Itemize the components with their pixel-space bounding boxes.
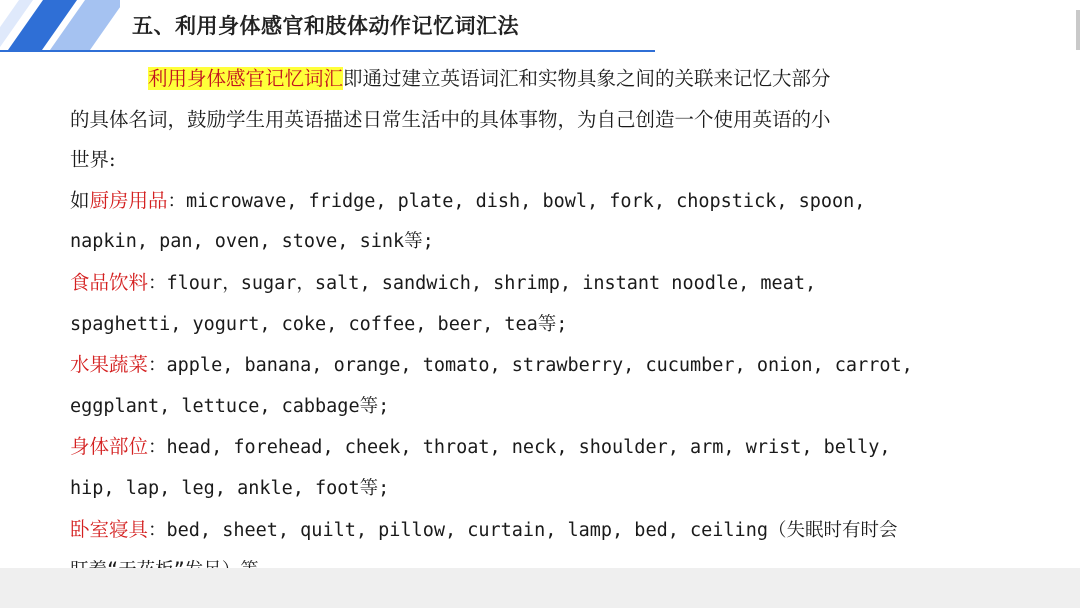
category-label: 身体部位 (70, 435, 149, 459)
highlighted-term: 利用身体感官记忆词汇 (148, 67, 344, 90)
word-list-continued: eggplant, lettuce, cabbage等; (70, 395, 390, 417)
word-list: ：bed, sheet, quilt, pillow, curtain, lamp, bed, ceiling（失眠时有时会 (148, 519, 898, 541)
slide-title: 五、利用身体感官和肢体动作记忆词汇法 (132, 14, 519, 38)
category-label: 卧室寝具 (70, 517, 149, 541)
category-line (70, 181, 950, 223)
right-edge-marker (1076, 10, 1080, 50)
intro-paragraph-line: 的具体名词，鼓励学生用英语描述日常生活中的具体事物，为自己创造一个使用英语的小 (70, 107, 831, 131)
category-prefix: 如 (70, 188, 90, 212)
word-list: ：flour，sugar，salt, sandwich, shrimp, instant noodle, meat, (148, 272, 817, 294)
word-list-continued: hip, lap, leg, ankle, foot等; (70, 477, 390, 499)
intro-text: 即通过建立英语词汇和实物具象之间的关联来记忆大部分 (343, 67, 831, 90)
bottom-bar (0, 568, 1080, 608)
word-list-continued: spaghetti, yogurt, coke, coffee, beer, tea等; (70, 313, 568, 335)
category-line (70, 510, 950, 552)
intro-paragraph-line: 世界: (70, 148, 116, 172)
word-list-continued: napkin, pan, oven, stove, sink等; (70, 231, 434, 253)
category-label: 食品饮料 (70, 270, 149, 294)
word-list: ：head, forehead, cheek, throat, neck, shoulder, arm, wrist, belly, (148, 437, 891, 459)
category-label: 厨房用品 (89, 188, 168, 212)
word-list: ：microwave, fridge, plate, dish, bowl, fork, chopstick, spoon, (167, 190, 866, 212)
category-label: 水果蔬菜 (70, 353, 149, 377)
category-line (70, 263, 950, 305)
intro-paragraph-line (70, 59, 950, 100)
category-line (70, 427, 950, 469)
slide-body (70, 59, 950, 592)
header-decoration (0, 0, 120, 52)
word-list: ：apple, banana, orange, tomato, strawberry, cucumber, onion, carrot, (148, 355, 913, 377)
title-underline (0, 50, 655, 52)
category-line (70, 345, 950, 387)
